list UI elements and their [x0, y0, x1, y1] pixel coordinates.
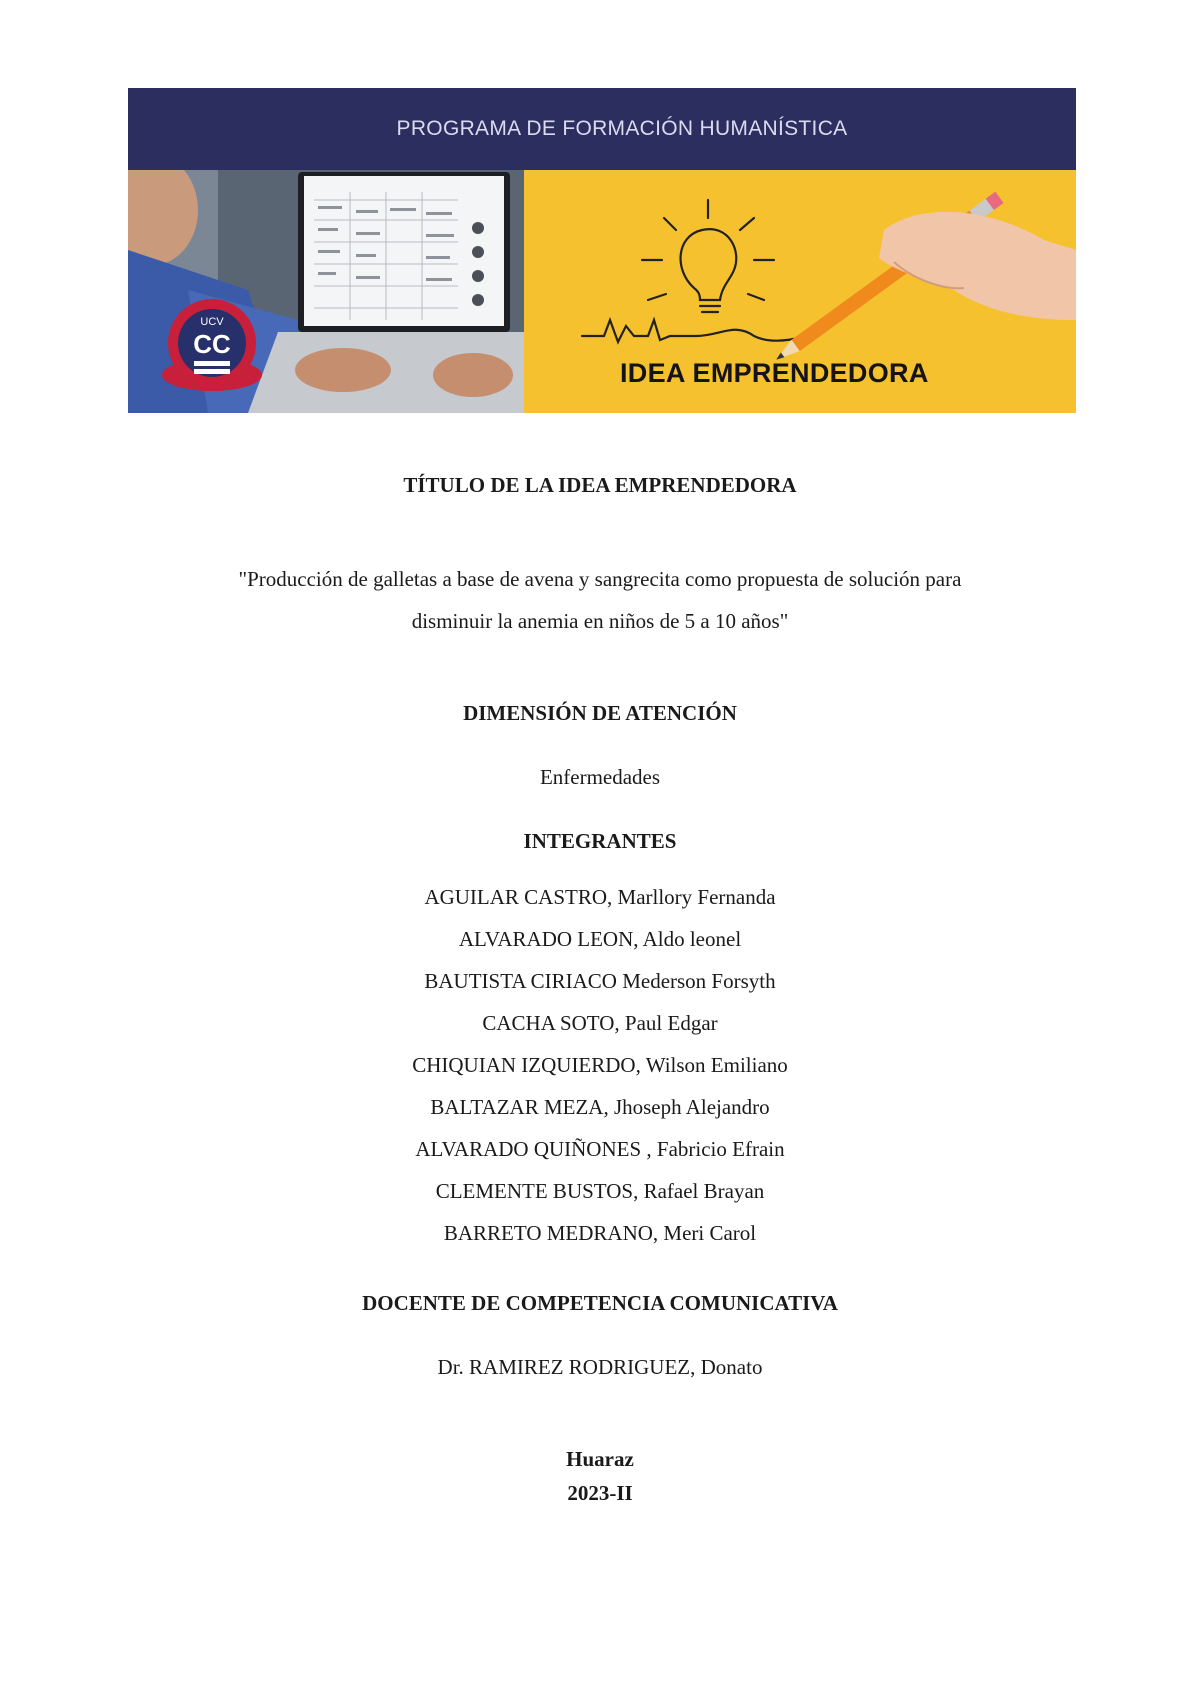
member-name: CACHA SOTO, Paul Edgar [482, 1011, 718, 1035]
ucv-logo [158, 293, 266, 401]
banner-title: PROGRAMA DE FORMACIÓN HUMANÍSTICA [396, 117, 848, 140]
svg-text:UCV: UCV [200, 316, 224, 328]
dimension-value: Enfermedades [539, 765, 661, 789]
teacher-heading: DOCENTE DE COMPETENCIA COMUNICATIVA [362, 1291, 838, 1315]
member-name: CLEMENTE BUSTOS, Rafael Brayan [435, 1179, 765, 1203]
svg-text:CC: CC [193, 329, 231, 359]
project-title-line-2: disminuir la anemia en niños de 5 a 10 años" [411, 609, 789, 633]
member-name: BARRETO MEDRANO, Meri Carol [443, 1221, 757, 1245]
dimension-heading: DIMENSIÓN DE ATENCIÓN [463, 701, 737, 725]
teacher-name: Dr. RAMIREZ RODRIGUEZ, Donato [437, 1355, 763, 1379]
member-name: CHIQUIAN IZQUIERDO, Wilson Emiliano [412, 1053, 788, 1077]
idea-panel [524, 170, 1076, 413]
member-name: AGUILAR CASTRO, Marllory Fernanda [424, 885, 776, 909]
member-name: BAUTISTA CIRIACO Mederson Forsyth [424, 969, 776, 993]
member-name: BALTAZAR MEZA, Jhoseph Alejandro [430, 1095, 770, 1119]
member-name: ALVARADO QUIÑONES , Fabricio Efrain [415, 1137, 785, 1161]
project-title-line-1: "Producción de galletas a base de avena y sangrecita como propuesta de solución para [238, 567, 962, 591]
member-name: ALVARADO LEON, Aldo leonel [458, 927, 742, 951]
academic-period: 2023-II [567, 1481, 633, 1505]
banner-title-bar [128, 88, 1076, 170]
members-heading: INTEGRANTES [523, 829, 677, 853]
title-heading: TÍTULO DE LA IDEA EMPRENDEDORA [403, 473, 797, 497]
idea-emprendedora-label: IDEA EMPRENDEDORA [620, 358, 929, 388]
city: Huaraz [566, 1447, 634, 1471]
header-banner [128, 88, 1076, 413]
